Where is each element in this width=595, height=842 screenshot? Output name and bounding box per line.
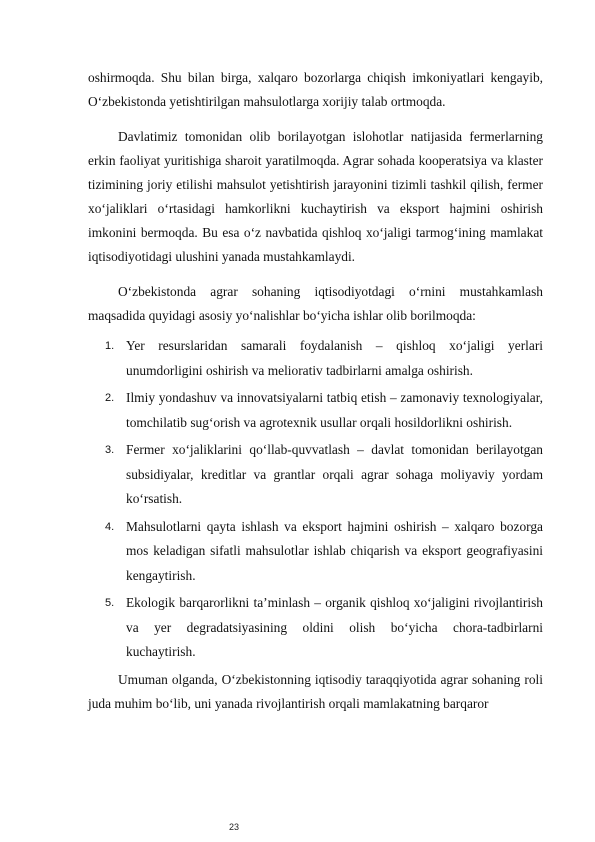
list-item — [88, 334, 543, 383]
list-item — [88, 386, 543, 435]
list-item-text: Ekologik barqarorlikni ta’minlash – organik qishloq xo‘jaligini rivojlantirish va yer degradatsiyasining oldini olish bo‘yicha chora-tadbirlarni kuchaytirish. — [126, 595, 543, 659]
list-item-number: 5. — [105, 597, 115, 609]
list-item — [88, 591, 543, 665]
list-item-number: 1. — [105, 340, 115, 352]
list-item-text: Fermer xo‘jaliklarini qo‘llab-quvvatlash – davlat tomonidan berilayotgan subsidiyalar, kreditlar va grantlar orqali agrar sohaga moliyaviy yordam ko‘rsatish. — [126, 442, 543, 506]
list-item-text: Ilmiy yondashuv va innovatsiyalarni tatbiq etish – zamonaviy texnologiyalar, tomchilatib sug‘orish va agrotexnik usullar orqali hosildorlikni oshirish. — [126, 390, 543, 430]
paragraph-3: O‘zbekistonda agrar sohaning iqtisodiyotdagi o‘rnini mustahkamlash maqsadida quyidagi asosiy yo‘nalishlar bo‘yicha ishlar olib borilmoqda: — [88, 284, 543, 323]
paragraph-1: oshirmoqda. Shu bilan birga, xalqaro bozorlarga chiqish imkoniyatlari kengayib, O‘zbekistonda yetishtirilgan mahsulotlarga xorijiy talab ortmoqda. — [88, 70, 543, 109]
document-page — [88, 66, 543, 716]
directions-list — [88, 334, 543, 665]
page-number: 23 — [229, 822, 240, 832]
list-item-number: 4. — [105, 520, 115, 533]
list-item — [88, 438, 543, 512]
paragraph-4: Umuman olganda, O‘zbekistonning iqtisodiy taraqqiyotida agrar sohaning roli juda muhim bo‘lib, uni yanada rivojlantirish orqali mamlakatning barqaror — [88, 671, 543, 711]
list-item-text: Yer resurslaridan samarali foydalanish – qishloq xo‘jaligi yerlari unumdorligini oshirish va meliorativ tadbirlarni amalga oshirish. — [126, 338, 543, 378]
paragraph-2: Davlatimiz tomonidan olib borilayotgan islohotlar natijasida fermerlarning erkin faoliyat yuritishiga sharoit yaratilmoqda. Agrar sohada kooperatsiya va klaster tizimining joriy etilishi mahsulot yetishtirish jarayonini tizimli tashkil qilish, fermer xo‘jaliklari o‘rtasidagi hamkorlikni kuchaytirish va eksport hajmini oshirish imkonini bermoqda. Bu esa o‘z navbatida qishloq xo‘jaligi tarmog‘ining mamlakat iqtisodiyotidagi ulushini yanada mustahkamlaydi. — [88, 129, 543, 264]
list-item — [88, 515, 543, 589]
list-item-number: 3. — [105, 444, 115, 456]
list-item-text: Mahsulotlarni qayta ishlash va eksport hajmini oshirish – xalqaro bozorga mos keladigan sifatli mahsulotlar ishlab chiqarish va eksport geografiyasini kengaytirish. — [126, 518, 543, 583]
list-item-number: 2. — [105, 392, 115, 404]
